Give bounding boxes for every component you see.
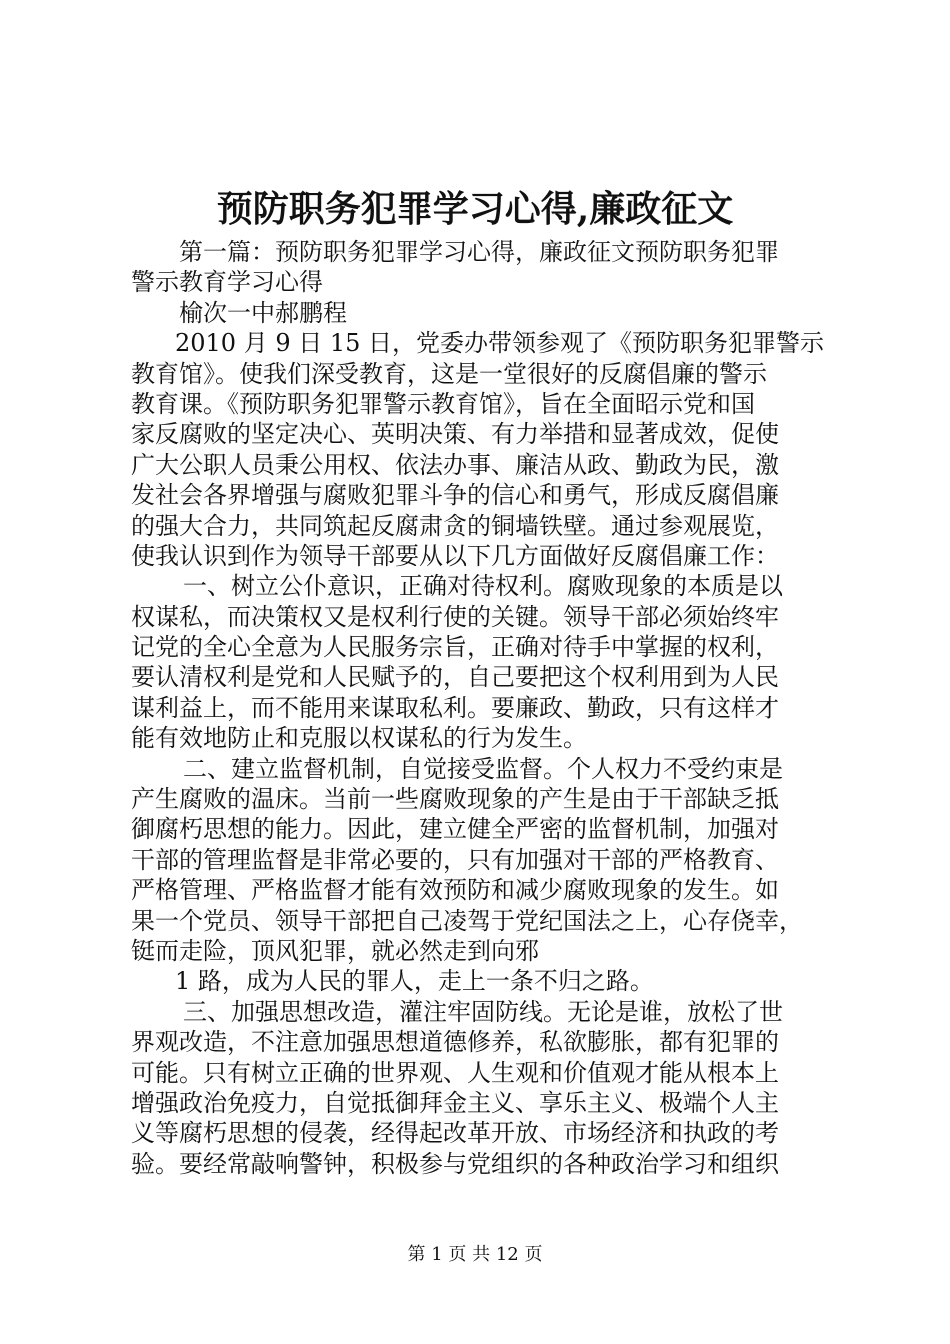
paragraph-line: 可能。只有树立正确的世界观、人生观和价值观才能从根本上 bbox=[131, 1058, 779, 1087]
paragraph-line: 发社会各界增强与腐败犯罪斗争的信心和勇气，形成反腐倡廉 bbox=[131, 481, 779, 510]
paragraph-line: 产生腐败的温床。当前一些腐败现象的产生是由于干部缺乏抵 bbox=[131, 785, 779, 814]
paragraph-line: 二、建立监督机制，自觉接受监督。个人权力不受约束是 bbox=[183, 754, 783, 783]
paragraph-line: 第一篇：预防职务犯罪学习心得，廉政征文预防职务犯罪 bbox=[179, 238, 779, 266]
paragraph-line: 干部的管理监督是非常必要的，只有加强对干部的严格教育、 bbox=[131, 845, 779, 874]
paragraph-line: 2010 月 9 日 15 日，党委办带领参观了《预防职务犯罪警示 bbox=[175, 329, 825, 358]
paragraph-line: 1 路，成为人民的罪人，走上一条不归之路。 bbox=[175, 967, 654, 996]
paragraph-line: 增强政治免疫力，自觉抵御拜金主义、享乐主义、极端个人主 bbox=[131, 1088, 779, 1117]
paragraph-line: 一、树立公仆意识，正确对待权利。腐败现象的本质是以 bbox=[183, 572, 783, 601]
paragraph-line: 教育馆》。使我们深受教育，这是一堂很好的反腐倡廉的警示 bbox=[131, 359, 767, 388]
paragraph-line: 使我认识到作为领导干部要从以下几方面做好反腐倡廉工作： bbox=[131, 541, 779, 570]
paragraph-line: 御腐朽思想的能力。因此，建立健全严密的监督机制，加强对 bbox=[131, 815, 779, 844]
paragraph-line: 要认清权利是党和人民赋予的，自己要把这个权利用到为人民 bbox=[131, 663, 779, 692]
paragraph-line: 果一个党员、领导干部把自己凌驾于党纪国法之上，心存侥幸， bbox=[131, 906, 803, 935]
author-line: 榆次一中郝鹏程 bbox=[179, 298, 347, 327]
paragraph-line: 警示教育学习心得 bbox=[131, 268, 323, 297]
paragraph-line: 的强大合力，共同筑起反腐肃贪的铜墙铁壁。通过参观展览， bbox=[131, 511, 779, 540]
paragraph-line: 家反腐败的坚定决心、英明决策、有力举措和显著成效，促使 bbox=[131, 420, 779, 449]
paragraph-line: 广大公职人员秉公用权、依法办事、廉洁从政、勤政为民，激 bbox=[131, 450, 779, 479]
paragraph-line: 义等腐朽思想的侵袭，经得起改革开放、市场经济和执政的考 bbox=[131, 1119, 779, 1148]
paragraph-line: 严格管理、严格监督才能有效预防和减少腐败现象的发生。如 bbox=[131, 876, 779, 905]
document-body bbox=[131, 237, 831, 1179]
paragraph-line: 验。要经常敲响警钟，积极参与党组织的各种政治学习和组织 bbox=[131, 1149, 779, 1178]
paragraph-line: 谋利益上，而不能用来谋取私利。要廉政、勤政，只有这样才 bbox=[131, 693, 779, 722]
paragraph-line: 铤而走险，顶风犯罪，就必然走到向邪 bbox=[131, 936, 539, 965]
paragraph-line: 教育课。《预防职务犯罪警示教育馆》，旨在全面昭示党和国 bbox=[131, 389, 755, 418]
document-title: 预防职务犯罪学习心得,廉政征文 bbox=[216, 188, 734, 230]
paragraph-line: 能有效地防止和克服以权谋私的行为发生。 bbox=[131, 724, 587, 753]
page-footer: 第 1 页 共 12 页 bbox=[407, 1244, 543, 1265]
paragraph-line: 界观改造，不注意加强思想道德修养，私欲膨胀，都有犯罪的 bbox=[131, 1028, 779, 1057]
paragraph-line: 三、加强思想改造，灌注牢固防线。无论是谁，放松了世 bbox=[183, 997, 783, 1026]
paragraph-line: 权谋私，而决策权又是权利行使的关键。领导干部必须始终牢 bbox=[131, 602, 779, 631]
paragraph-line: 记党的全心全意为人民服务宗旨，正确对待手中掌握的权利， bbox=[131, 633, 779, 662]
